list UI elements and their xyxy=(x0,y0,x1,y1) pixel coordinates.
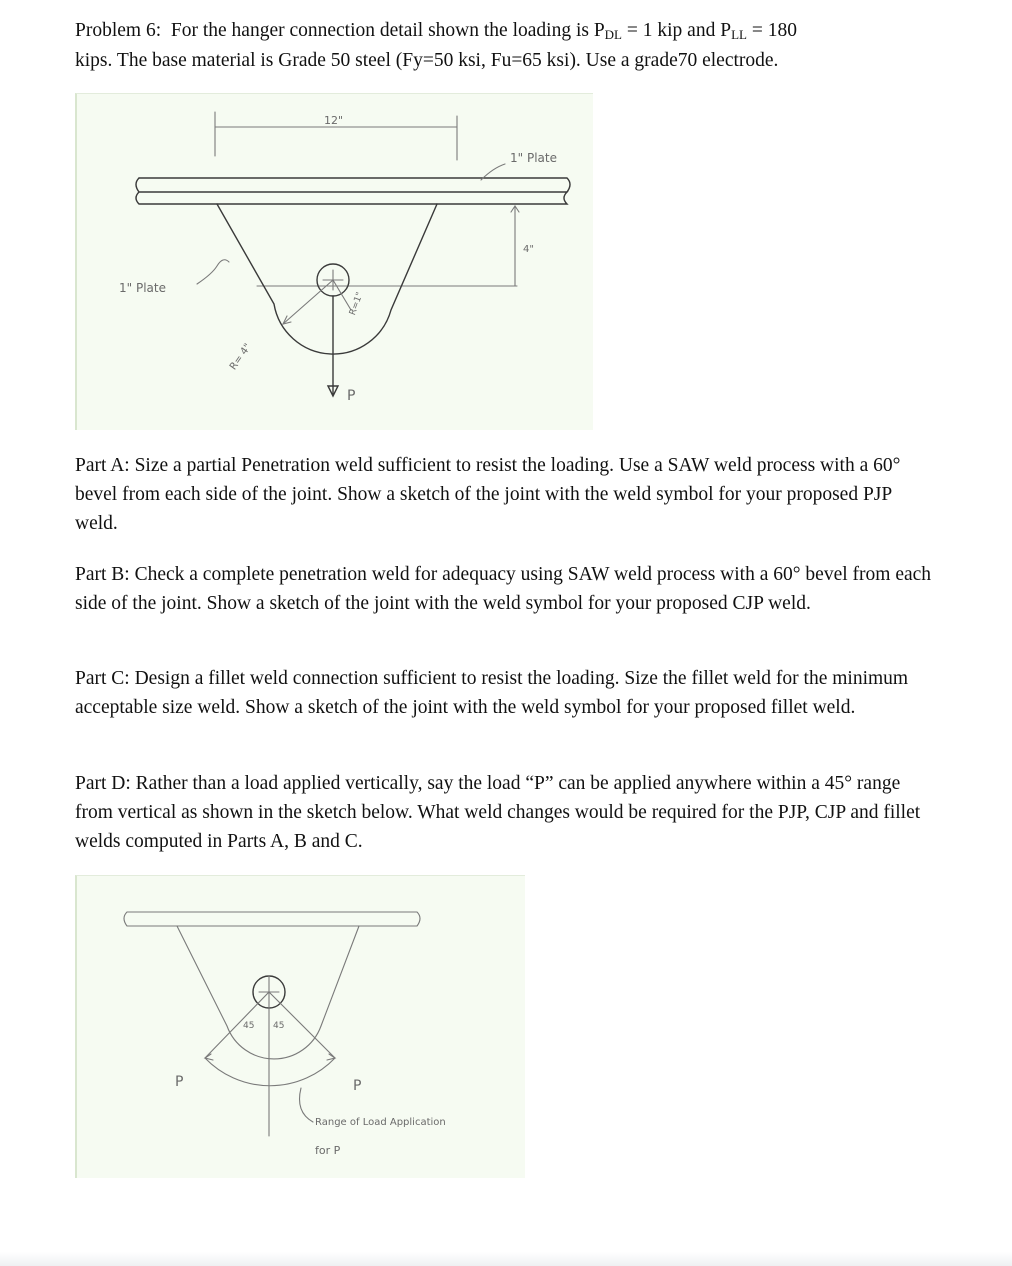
problem-label: Problem 6: xyxy=(75,20,162,41)
part-a: Part A: Size a partial Penetration weld sufficient to resist the loading. Use a SAW weld process with a 60° bevel from each side of the joint. Show a sketch of the joint with the weld symbol for your proposed PJP weld. xyxy=(75,455,901,534)
load-label: P xyxy=(347,388,356,404)
problem-statement xyxy=(75,16,935,75)
hanger-plate xyxy=(217,204,437,354)
range-note-line2: for P xyxy=(315,1144,341,1157)
problem-line2: kips. The base material is Grade 50 steel (Fy=50 ksi, Fu=65 ksi). Use a grade70 electrode. xyxy=(75,50,779,71)
hanger-drawing xyxy=(77,94,593,430)
page-bottom-edge xyxy=(0,1252,1012,1266)
part-d: Part D: Rather than a load applied vertically, say the load “P” can be applied anywhere within a 45° range from vertical as shown in the sketch below. What weld changes would be required for the PJP, CJP and fillet welds computed in Parts A, B and C. xyxy=(75,773,921,852)
r4-leader xyxy=(283,280,333,324)
r1-label: R=1" xyxy=(348,291,366,317)
hanger-sketch xyxy=(75,93,593,430)
p-right-label: P xyxy=(353,1078,362,1094)
top-plate-2 xyxy=(124,912,420,926)
problem-line1c: = 180 xyxy=(746,20,797,41)
range-note-line1: Range of Load Application xyxy=(315,1117,446,1128)
top-plate xyxy=(136,178,567,204)
dl-subscript: DL xyxy=(604,27,623,42)
part-b: Part B: Check a complete penetration weld for adequacy using SAW weld process with a 60° bevel from each side of the joint. Show a sketch of the joint with the weld symbol for your proposed CJP weld. xyxy=(75,564,932,614)
load-range-sketch xyxy=(75,875,525,1178)
ll-subscript: LL xyxy=(731,27,747,42)
dim-4-label: 4" xyxy=(523,244,534,255)
part-c: Part C: Design a fillet weld connection sufficient to resist the loading. Size the fillet weld for the minimum acceptable size weld. Show a sketch of the joint with the weld symbol for your proposed fillet weld. xyxy=(75,668,909,718)
left-plate-leader xyxy=(197,260,229,284)
top-plate-edge xyxy=(139,178,570,192)
angle-left-label: 45 xyxy=(243,1021,255,1031)
load-range-drawing xyxy=(77,876,525,1178)
dim-12-label: 12" xyxy=(324,114,344,127)
top-plate-label: 1" Plate xyxy=(510,151,557,165)
range-arc xyxy=(205,1058,335,1086)
r4-label: R= 4" xyxy=(227,341,254,373)
left-plate-label: 1" Plate xyxy=(119,281,166,295)
problem-line1b: = 1 kip and P xyxy=(622,20,732,41)
p-left-label: P xyxy=(175,1074,184,1090)
angle-right-label: 45 xyxy=(273,1021,285,1031)
problem-line1a: For the hanger connection detail shown the loading is P xyxy=(170,20,605,41)
range-note-leader xyxy=(300,1088,314,1122)
